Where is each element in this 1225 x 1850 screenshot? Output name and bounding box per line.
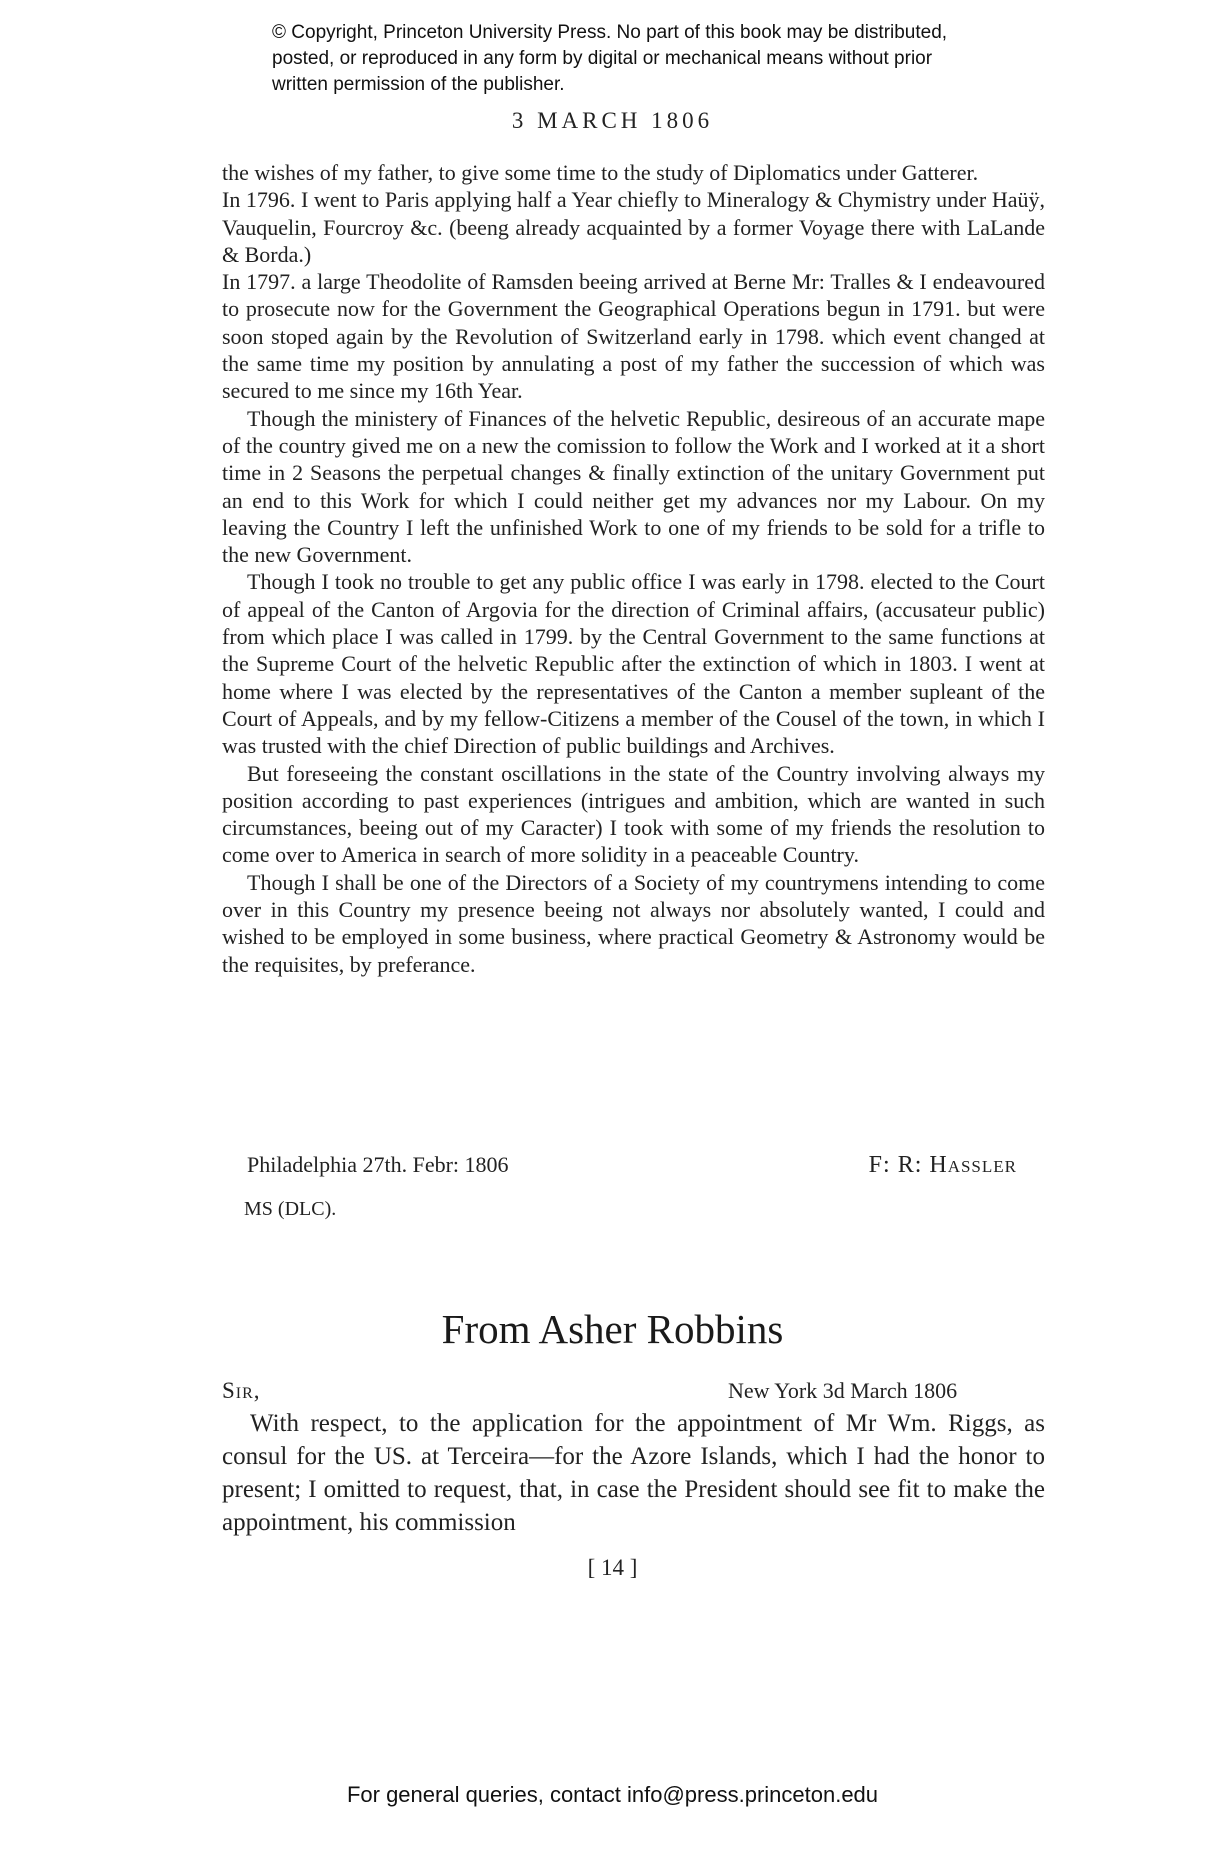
place-date: Philadelphia 27th. Febr: 1806 <box>247 1152 509 1177</box>
paragraph: In 1796. I went to Paris applying half a Year chiefly to Mineralogy & Chymistry under Haüÿ, Vauquelin, Fourcroy &c. (beeng already acquainted by a former Voyage there with LaLande & Borda.) <box>222 187 1045 267</box>
letter-heading: From Asher Robbins <box>441 1306 784 1352</box>
page-number: [ 14 ] <box>587 1555 638 1580</box>
dateline: New York 3d March 1806 <box>728 1378 958 1403</box>
running-head: 3 MARCH 1806 <box>511 108 714 133</box>
paragraph: Though I took no trouble to get any public office I was early in 1798. elected to the Court of appeal of the Canton of Argovia for the direction of Criminal affairs, (accusateur public) from which place I was called in 1799. by the Central Government to the same functions at the Supreme Court of the helvetic Republic after the extinction of which in 1803. I went at home where I was elected by the representatives of the Canton a member supleant of the Court of Appeals, and by my fellow-Citizens a member of the Cousel of the town, in which I was trusted with the chief Direction of public buildings and Archives. <box>222 569 1045 759</box>
paragraph: Though I shall be one of the Directors of a Society of my countrymens intending to come over in this Country my presence beeing not always nor absolutely wanted, I could and wished to be employed in some business, where practical Geometry & Astronomy would be the requisites, by preferance. <box>222 869 1045 977</box>
hassler-letter-body <box>222 159 1045 978</box>
salutation: Sir, <box>222 1378 261 1403</box>
paragraph: In 1797. a large Theodolite of Ramsden beeing arrived at Berne Mr: Tralles & I endeavoured to prosecute now for the Government the Geographical Operations begun in 1791. but were soon stoped again by the Revolution of Switzerland early in 1798. which event changed at the same time my position by annulating a post of my father the succession of which was secured to me since my 16th Year. <box>222 269 1045 404</box>
paragraph: the wishes of my father, to give some time to the study of Diplomatics under Gatterer. <box>222 160 979 185</box>
copyright-notice: © Copyright, Princeton University Press. No part of this book may be distributed, posted, or reproduced in any form by digital or mechanical means without prior written permission of the publisher. <box>272 22 948 95</box>
footer-contact: For general queries, contact info@press.princeton.edu <box>346 1782 879 1807</box>
signature: F: R: Hassler <box>868 1152 1017 1178</box>
source-note: MS (DLC). <box>244 1198 337 1220</box>
paragraph: Though the ministery of Finances of the helvetic Republic, desireous of an accurate mape of the country gived me on a new the comission to follow the Work and I worked at it a short time in 2 Seasons the perpetual changes & finally extinction of the unitary Government put an end to this Work for which I could neither get my advances nor my Labour. On my leaving the Country I left the unfinished Work to one of my friends to be sold for a trifle to the new Government. <box>222 405 1045 568</box>
robbins-letter-body: With respect, to the application for the appointment of Mr Wm. Riggs, as consul for the US. at Terceira—for the Azore Islands, which I had the honor to present; I omitted to request, that, in case the President should see fit to make the appointment, his commission <box>222 1410 1045 1536</box>
salutation-line <box>222 1378 1045 1404</box>
paragraph: But foreseeing the constant oscillations in the state of the Country involving always my position according to past experiences (intrigues and ambition, which are wanted in such circumstances, beeing out of my Caracter) I took with some of my friends the resolution to come over to America in search of more solidity in a peaceable Country. <box>222 760 1045 868</box>
closing-line <box>247 1152 1017 1179</box>
